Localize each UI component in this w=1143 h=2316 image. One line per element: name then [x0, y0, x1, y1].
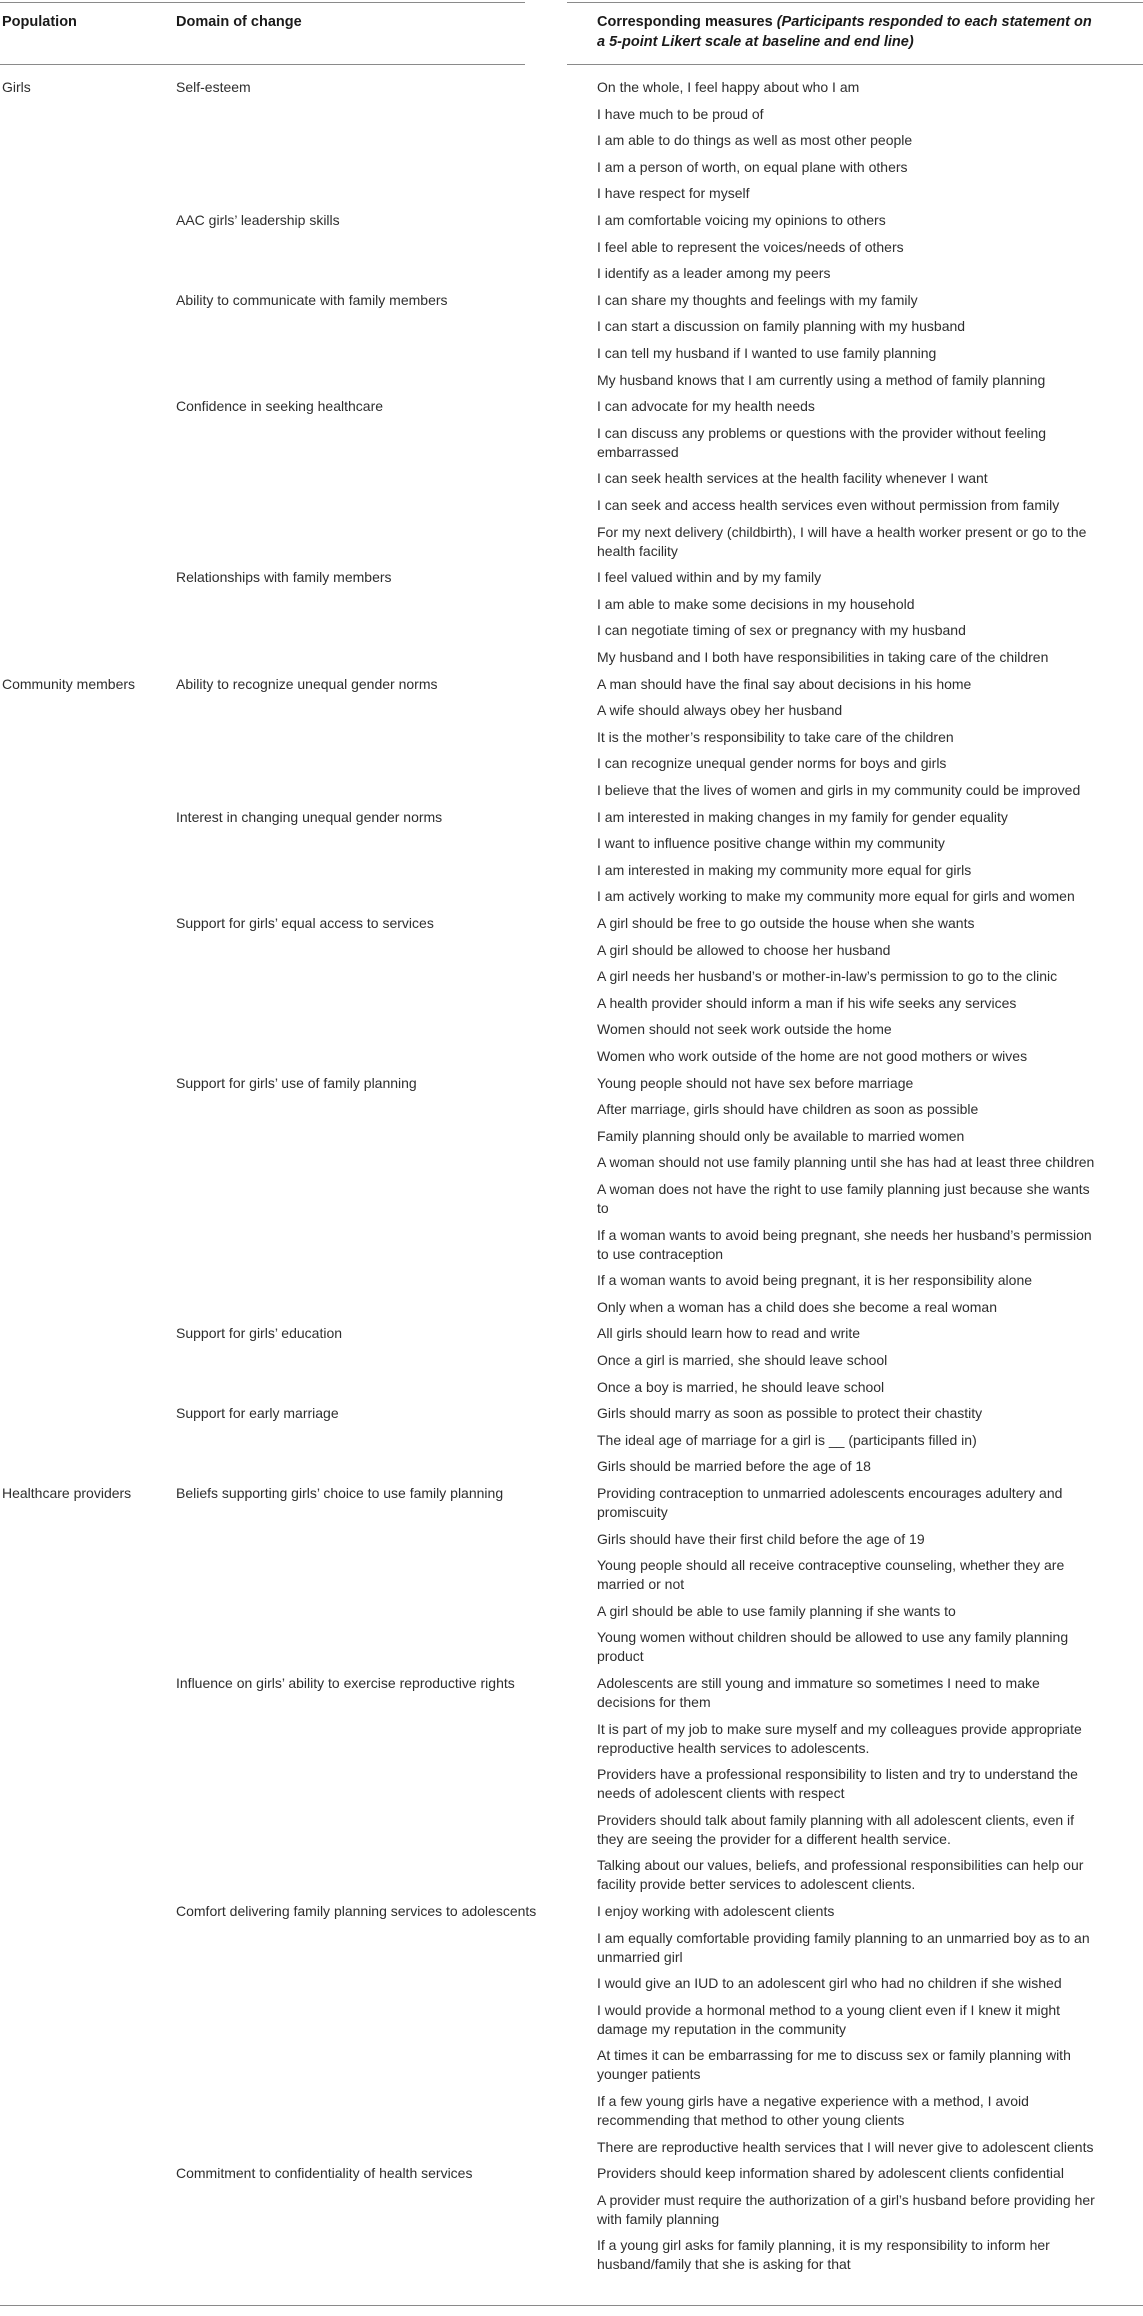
- measure-statement: I can negotiate timing of sex or pregnancy with my husband: [597, 622, 966, 639]
- measure-statement: damage my reputation in the community: [597, 2020, 847, 2037]
- measure-statement: A girl should be free to go outside the house when she wants: [597, 915, 975, 931]
- measure-statement: Adolescents are still young and immature so sometimes I need to make: [597, 1675, 1040, 1691]
- measure-statement: A man should have the final say about decisions in his home: [597, 675, 972, 692]
- measure-statement: I can seek and access health services even without permission from family: [597, 497, 1060, 513]
- domain-label: Confidence in seeking healthcare: [176, 398, 384, 415]
- domain-label: Relationships with family members: [176, 569, 392, 586]
- measure-statement: I have much to be proud of: [597, 105, 764, 122]
- header-population: Population: [2, 14, 77, 30]
- measure-statement: they are seeing the provider for a different health service.: [597, 1830, 951, 1847]
- measure-statement: I identify as a leader among my peers: [597, 265, 831, 282]
- measure-statement: Young people should not have sex before marriage: [597, 1074, 914, 1091]
- domain-label: Comfort delivering family planning services to adolescents: [176, 1903, 537, 1919]
- measure-statement: A girl should be allowed to choose her husband: [597, 941, 891, 958]
- domain-label: Influence on girls’ ability to exercise reproductive rights: [176, 1675, 515, 1691]
- measure-statement: I am equally comfortable providing family planning to an unmarried boy as to an: [597, 1929, 1090, 1946]
- measure-statement: After marriage, girls should have children as soon as possible: [597, 1101, 979, 1118]
- measure-statement: I am interested in making changes in my family for gender equality: [597, 808, 1008, 825]
- measure-statement: I am interested in making my community more equal for girls: [597, 861, 972, 878]
- measure-statement: Women should not seek work outside the home: [597, 1021, 892, 1038]
- measure-statement: I believe that the lives of women and girls in my community could be improved: [597, 782, 1081, 798]
- bottom-rule: [0, 2305, 1143, 2306]
- domain-label: Ability to communicate with family members: [176, 291, 448, 308]
- measure-statement: I am actively working to make my community more equal for girls and women: [597, 888, 1075, 905]
- measure-statement: I would give an IUD to an adolescent girl who had no children if she wished: [597, 1975, 1062, 1992]
- measure-statement: A health provider should inform a man if his wife seeks any services: [597, 994, 1017, 1011]
- measure-statement: For my next delivery (childbirth), I will have a health worker present or go to the: [597, 523, 1087, 540]
- population-label: Healthcare providers: [2, 1485, 132, 1501]
- measure-statement: I am a person of worth, on equal plane with others: [597, 158, 908, 175]
- measure-statement: I want to influence positive change within my community: [597, 835, 945, 852]
- measure-statement: A girl should be able to use family planning if she wants to: [597, 1602, 956, 1619]
- measure-statement: promiscuity: [597, 1504, 668, 1520]
- measure-statement: I can advocate for my health needs: [597, 398, 815, 415]
- measure-statement: married or not: [597, 1576, 685, 1593]
- domain-label: Self-esteem: [176, 79, 251, 95]
- measure-statement: I can discuss any problems or questions with the provider without feeling: [597, 424, 1047, 441]
- measure-statement: Talking about our values, beliefs, and professional responsibilities can help our: [597, 1857, 1084, 1874]
- header-measures-note-1: (Participants responded to each statement on: [776, 14, 1092, 30]
- measure-statement: At times it can be embarrassing for me to discuss sex or family planning with: [597, 2047, 1071, 2064]
- measure-statement: A provider must require the authorization of a girl’s husband before providing her: [597, 2191, 1095, 2208]
- measure-statement: health facility: [597, 542, 678, 559]
- measure-statement: I have respect for myself: [597, 185, 750, 202]
- measure-statement: I enjoy working with adolescent clients: [597, 1903, 835, 1919]
- measure-statement: A woman should not use family planning until she has had at least three children: [597, 1154, 1095, 1171]
- top-rule-left: [0, 2, 525, 3]
- domain-label: AAC girls’ leadership skills: [176, 212, 340, 228]
- domain-label: Support for girls’ education: [176, 1325, 343, 1342]
- measure-statement: I can recognize unequal gender norms for boys and girls: [597, 755, 947, 772]
- measure-statement: I would provide a hormonal method to a young client even if I knew it might: [597, 2001, 1061, 2018]
- measure-statement: Women who work outside of the home are not good mothers or wives: [597, 1048, 1028, 1064]
- domain-label: Beliefs supporting girls’ choice to use family planning: [176, 1485, 504, 1501]
- header-rule-right: [567, 64, 1143, 65]
- measure-statement: I can tell my husband if I wanted to use family planning: [597, 345, 937, 361]
- header-domain: Domain of change: [176, 14, 302, 30]
- measure-statement: It is part of my job to make sure myself and my colleagues provide appropriate: [597, 1720, 1082, 1737]
- measure-statement: Providers should keep information shared by adolescent clients confidential: [597, 2165, 1064, 2182]
- measure-statement: Family planning should only be available to married women: [597, 1127, 965, 1144]
- measure-statement: I feel valued within and by my family: [597, 569, 822, 586]
- measure-statement: Girls should have their first child before the age of 19: [597, 1530, 925, 1547]
- measure-statement: facility provide better services to adolescent clients.: [597, 1876, 916, 1893]
- domain-label: Support for girls’ use of family planning: [176, 1074, 417, 1091]
- measure-statement: Providing contraception to unmarried adolescents encourages adultery and: [597, 1485, 1063, 1501]
- measure-statement: If a woman wants to avoid being pregnant, she needs her husband’s permission: [597, 1226, 1092, 1243]
- measure-statement: younger patients: [597, 2066, 701, 2083]
- measure-statement: I can seek health services at the health facility whenever I want: [597, 470, 988, 487]
- measure-statement: Providers have a professional responsibility to listen and try to understand the: [597, 1766, 1078, 1783]
- measure-statement: Girls should be married before the age of 18: [597, 1458, 871, 1475]
- measure-statement: reproductive health services to adolescents.: [597, 1739, 870, 1756]
- top-rule-right: [567, 2, 1143, 3]
- measure-statement: recommending that method to other young clients: [597, 2112, 905, 2128]
- domain-label: Support for early marriage: [176, 1405, 339, 1422]
- header-measures-title: Corresponding measures: [597, 14, 773, 30]
- measure-statement: I am comfortable voicing my opinions to others: [597, 212, 886, 228]
- measure-statement: The ideal age of marriage for a girl is __ (participants filled in): [597, 1431, 977, 1448]
- measure-statement: If a few young girls have a negative experience with a method, I avoid: [597, 2093, 1029, 2109]
- domain-label: Interest in changing unequal gender norms: [176, 808, 443, 825]
- measure-statement: unmarried girl: [597, 1948, 683, 1965]
- population-label: Girls: [2, 79, 31, 95]
- measure-statement: If a young girl asks for family planning, it is my responsibility to inform her: [597, 2237, 1050, 2254]
- measure-statement: embarrassed: [597, 443, 679, 460]
- measure-statement: I can start a discussion on family planning with my husband: [597, 318, 966, 335]
- header-measures-note-2: a 5-point Likert scale at baseline and end line): [597, 34, 914, 50]
- measure-statement: Once a girl is married, she should leave school: [597, 1352, 888, 1368]
- measure-statement: I can share my thoughts and feelings with my family: [597, 291, 918, 308]
- measure-statement: I am able to do things as well as most other people: [597, 132, 913, 149]
- measure-statement: I feel able to represent the voices/needs of others: [597, 238, 904, 255]
- measure-statement: It is the mother’s responsibility to take care of the children: [597, 728, 954, 745]
- measure-statement: A woman does not have the right to use family planning just because she wants: [597, 1181, 1090, 1197]
- measure-statement: to: [597, 1200, 609, 1216]
- header-measures: [597, 12, 1137, 52]
- header-rule-left: [0, 64, 525, 65]
- measure-statement: Girls should marry as soon as possible to protect their chastity: [597, 1405, 983, 1422]
- measure-statement: Once a boy is married, he should leave school: [597, 1378, 885, 1395]
- measure-statement: A girl needs her husband’s or mother-in-law’s permission to go to the clinic: [597, 968, 1058, 985]
- measure-statement: Providers should talk about family planning with all adolescent clients, even if: [597, 1811, 1075, 1828]
- measure-statement: product: [597, 1648, 644, 1665]
- population-label: Community members: [2, 675, 136, 692]
- measure-statement: All girls should learn how to read and write: [597, 1325, 861, 1342]
- measure-statement: Only when a woman has a child does she become a real woman: [597, 1298, 997, 1315]
- domain-label: Commitment to confidentiality of health services: [176, 2165, 473, 2182]
- measure-statement: If a woman wants to avoid being pregnant, it is her responsibility alone: [597, 1272, 1033, 1289]
- measure-statement: decisions for them: [597, 1694, 711, 1710]
- measure-statement: I am able to make some decisions in my household: [597, 595, 915, 612]
- measure-statement: On the whole, I feel happy about who I am: [597, 79, 860, 95]
- measure-statement: My husband and I both have responsibilities in taking care of the children: [597, 649, 1049, 665]
- measure-statement: My husband knows that I am currently using a method of family planning: [597, 371, 1046, 388]
- measure-statement: There are reproductive health services that I will never give to adolescent clients: [597, 2138, 1094, 2155]
- measure-statement: A wife should always obey her husband: [597, 702, 843, 719]
- domain-label: Ability to recognize unequal gender norms: [176, 675, 438, 692]
- measure-statement: needs of adolescent clients with respect: [597, 1785, 845, 1802]
- measure-statement: Young people should all receive contraceptive counseling, whether they are: [597, 1557, 1065, 1574]
- measure-statement: Young women without children should be allowed to use any family planning: [597, 1629, 1069, 1646]
- measure-statement: to use contraception: [597, 1245, 724, 1262]
- domain-label: Support for girls’ equal access to services: [176, 915, 434, 931]
- measure-statement: husband/family that she is asking for that: [597, 2256, 851, 2273]
- measure-statement: with family planning: [597, 2210, 720, 2227]
